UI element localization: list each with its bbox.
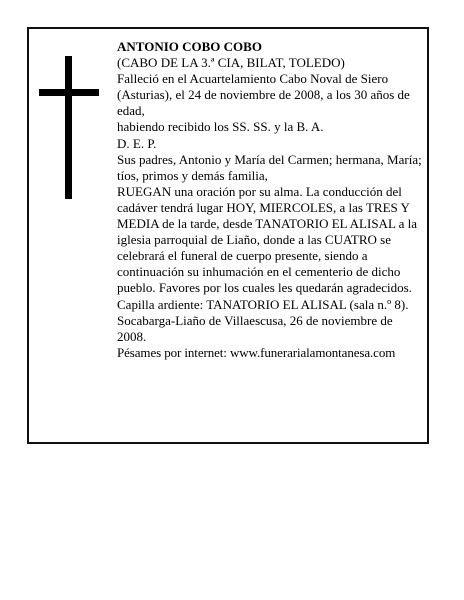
deceased-name: ANTONIO COBO COBO [117, 39, 262, 54]
place-date: Socabarga-Liaño de Villaescusa, 26 de noviembre de 2008. [117, 312, 393, 344]
condolences-line: Pésames por internet: www.funerarialamontanesa.com [117, 344, 396, 360]
rank-line: (CABO DE LA 3.ª CIA, BILAT, TOLEDO) [117, 55, 345, 71]
rip-line: D. E. P. [117, 135, 157, 151]
sacraments-line: habiendo recibido los SS. SS. y la B. A. [117, 119, 324, 135]
service-info: RUEGAN una oración por su alma. La conducción del cadáver tendrá lugar HOY, MIERCOLES, a las TRES Y MEDIA de la tarde, desde TANATORIO EL ALISAL a la iglesia parroquial de Liaño, donde a las CUATRO se celebrará el funeral de cuerpo presente, siendo a continuación su inhumación en el cementerio de dicho pueblo. Favores por los cuales les quedarán agradecidos. Capilla ardiente: TANATORIO EL ALISAL (sala n.º 8). [117, 183, 418, 312]
obituary-text [117, 39, 422, 361]
obituary-frame [27, 27, 429, 444]
death-notice: Falleció en el Acuartelamiento Cabo Noval de Siero (Asturias), el 24 de noviembre de 2008, a los 30 años de edad, [117, 71, 410, 119]
cross-vertical-bar [65, 56, 72, 199]
cross-horizontal-bar [39, 89, 99, 96]
cross-icon [39, 56, 99, 199]
family-line: Sus padres, Antonio y María del Carmen; hermana, María; tíos, primos y demás familia, [117, 151, 422, 183]
